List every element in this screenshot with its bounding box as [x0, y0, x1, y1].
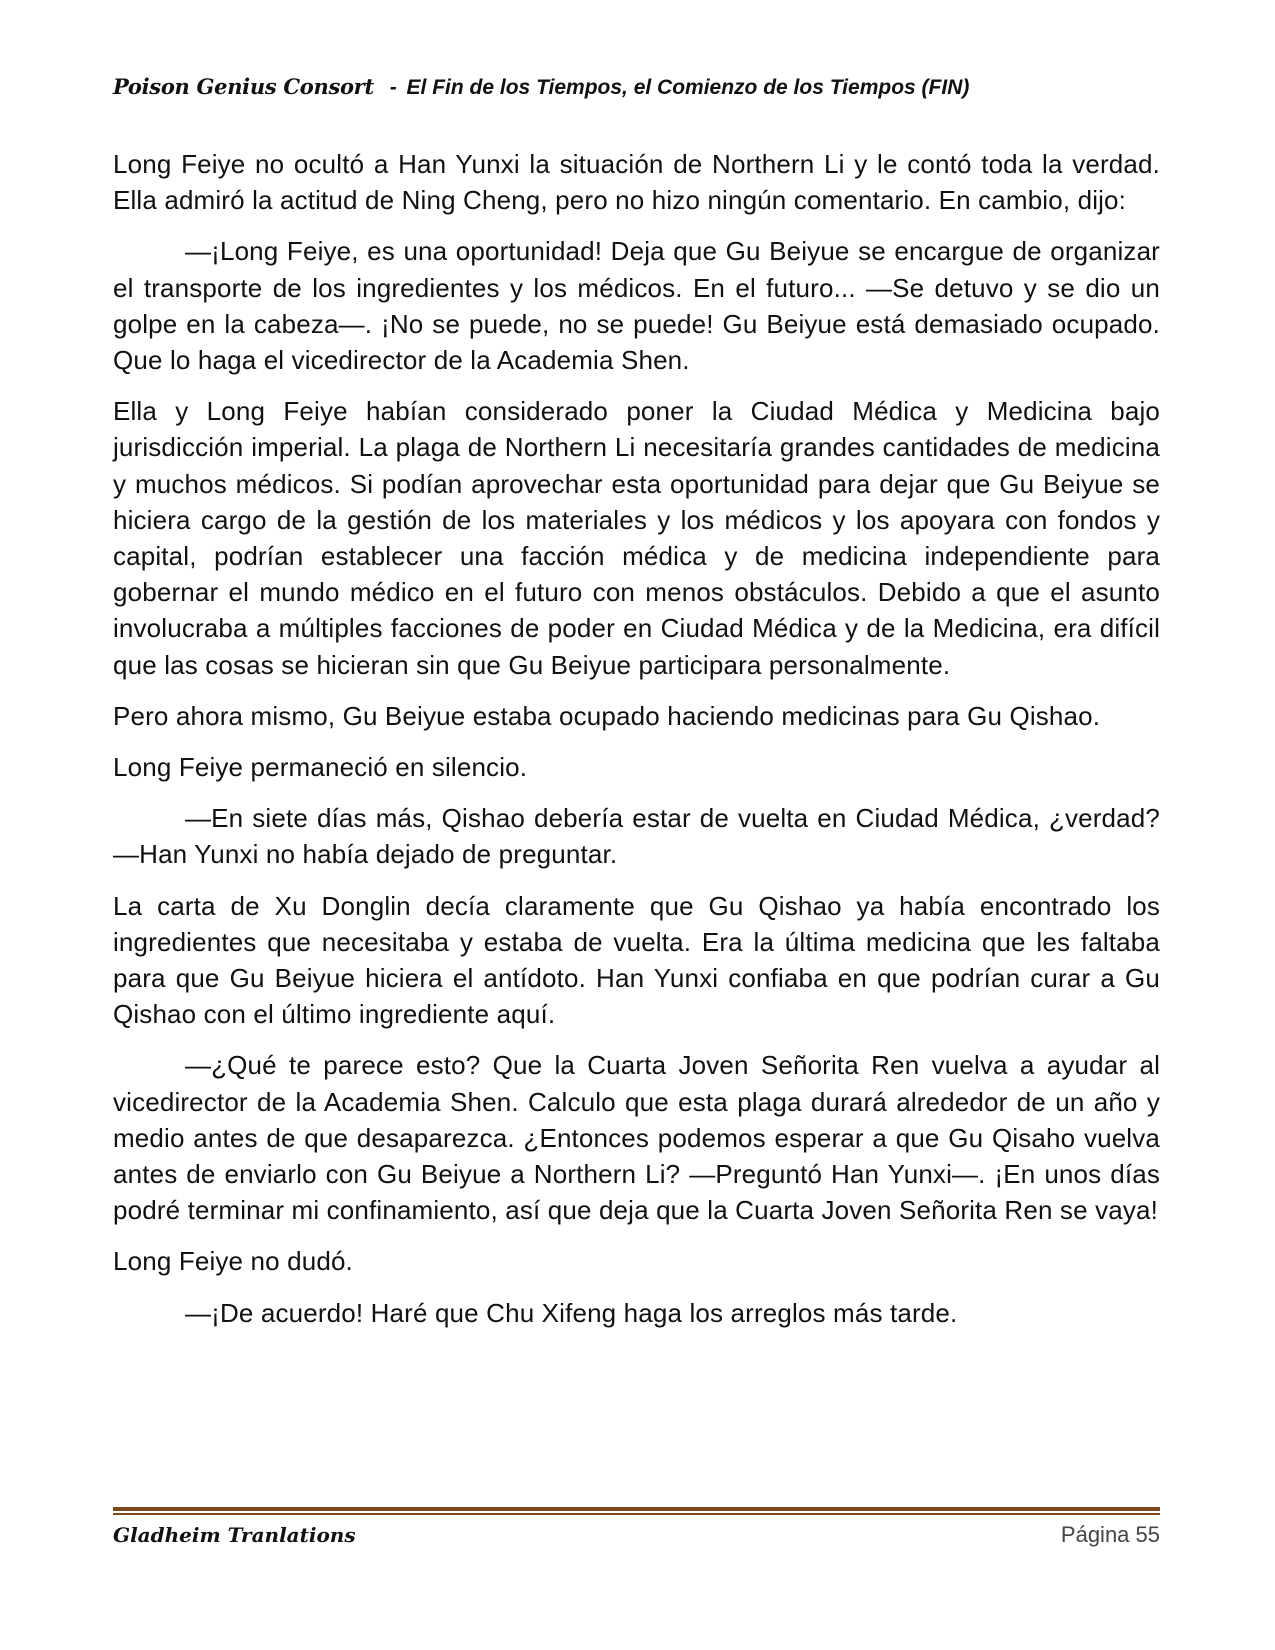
dialogue-paragraph: —¿Qué te parece esto? Que la Cuarta Joven Señorita Ren vuelva a ayudar al vicedirector de la Academia Shen. Calculo que esta plaga durará alrededor de un año y medio antes de que desaparezca. ¿Entonces podemos esperar a que Gu Qisaho vuelva antes de enviarlo con Gu Beiyue a Northern Li? —Preguntó Han Yunxi—. ¡En unos días podré terminar mi confinamiento, así que deja que la Cuarta Joven Señorita Ren se vaya!	[113, 1050, 1160, 1226]
series-title: Poison Genius Consort	[113, 74, 374, 99]
dialogue-paragraph: —¡Long Feiye, es una oportunidad! Deja que Gu Beiyue se encargue de organizar el transporte de los ingredientes y los médicos. En el futuro... —Se detuvo y se dio un golpe en la cabeza—. ¡No se puede, no se puede! Gu Beiyue está demasiado ocupado. Que lo haga el vicedirector de la Academia Shen.	[113, 236, 1160, 376]
paragraph: Long Feiye no ocultó a Han Yunxi la situación de Northern Li y le contó toda la verdad. Ella admiró la actitud de Ning Cheng, pero no hizo ningún comentario. En cambio, dijo:	[113, 149, 1160, 216]
paragraph: La carta de Xu Donglin decía claramente que Gu Qishao ya había encontrado los ingredientes que necesitaba y estaba de vuelta. Era la última medicina que les faltaba para que Gu Beiyue hiciera el antídoto. Han Yunxi confiaba en que podrían curar a Gu Qishao con el último ingrediente aquí.	[113, 890, 1160, 1030]
page-header	[113, 74, 1173, 100]
page-number: Página 55	[1060, 1522, 1160, 1547]
footer-divider	[113, 1507, 1160, 1515]
header-separator: -	[389, 76, 397, 99]
paragraph: Long Feiye no dudó.	[113, 1246, 353, 1277]
paragraph: Pero ahora mismo, Gu Beiyue estaba ocupado haciendo medicinas para Gu Qishao.	[113, 700, 1101, 731]
footer-publisher: Gladheim Tranlations	[113, 1523, 356, 1547]
chapter-title: El Fin de los Tiempos, el Comienzo de los Tiempos (FIN)	[406, 76, 970, 99]
footer-divider-thick	[113, 1507, 1160, 1511]
paragraph: Ella y Long Feiye habían considerado poner la Ciudad Médica y Medicina bajo jurisdicción imperial. La plaga de Northern Li necesitaría grandes cantidades de medicina y muchos médicos. Si podían aprovechar esta oportunidad para dejar que Gu Beiyue se hiciera cargo de la gestión de los materiales y los médicos y los apoyara con fondos y capital, podrían establecer una facción médica y de medicina independiente para gobernar el mundo médico en el futuro con menos obstáculos. Debido a que el asunto involucraba a múltiples facciones de poder en Ciudad Médica y de la Medicina, era difícil que las cosas se hicieran sin que Gu Beiyue participara personalmente.	[113, 396, 1160, 680]
dialogue-paragraph: —En siete días más, Qishao debería estar de vuelta en Ciudad Médica, ¿verdad? —Han Yunxi no había dejado de preguntar.	[113, 803, 1160, 870]
footer-divider-thin	[113, 1513, 1160, 1515]
paragraph: Long Feiye permaneció en silencio.	[113, 752, 528, 783]
body-text	[113, 146, 1160, 1346]
dialogue-paragraph: —¡De acuerdo! Haré que Chu Xifeng haga los arreglos más tarde.	[185, 1297, 958, 1328]
